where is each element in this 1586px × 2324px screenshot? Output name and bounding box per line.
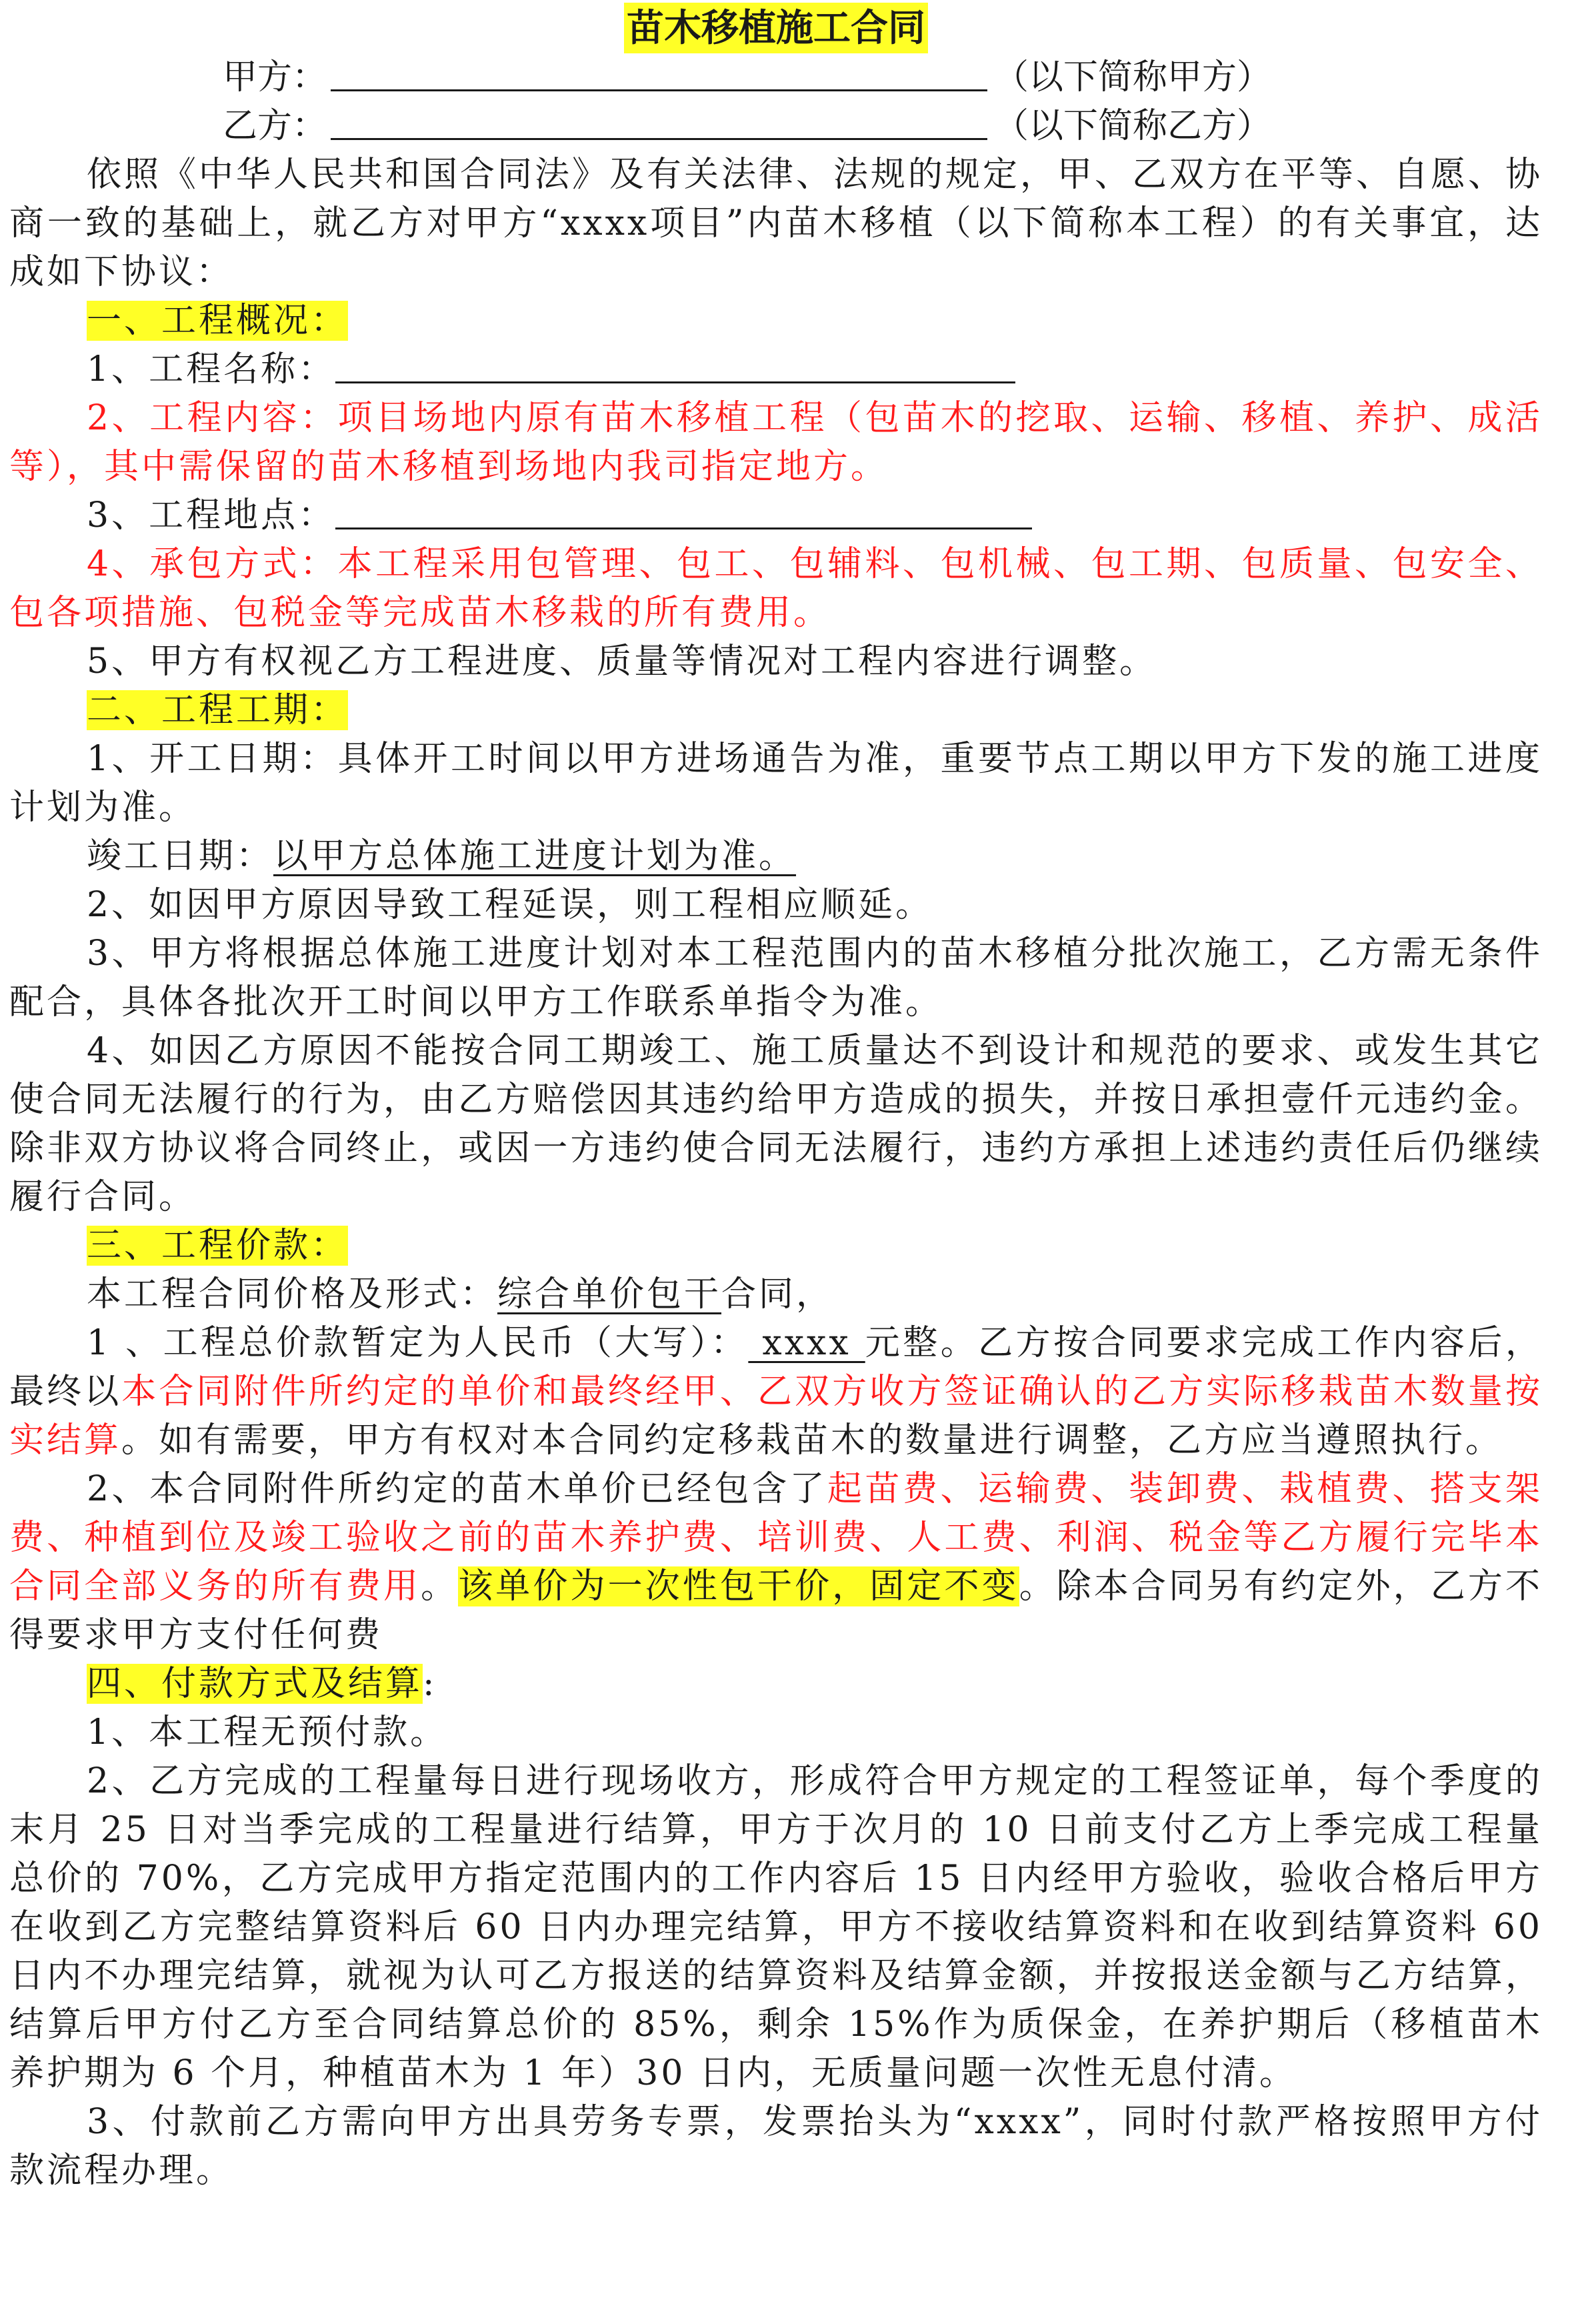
section-2-heading: 二、工程工期： bbox=[87, 690, 349, 730]
party-a-blank bbox=[331, 60, 987, 91]
completion-date-label: 竣工日期： bbox=[87, 836, 274, 876]
project-location-blank bbox=[335, 498, 1032, 529]
start-date-clause: 1、开工日期：具体开工时间以甲方进场通告为准，重要节点工期以甲方下发的施工进度计划为准。 bbox=[9, 739, 1543, 828]
settlement-clause: 2、乙方完成的工程量每日进行现场收方，形成符合甲方规定的工程签证单，每个季度的末月 25 日对当季完成的工程量进行结算，甲方于次月的 10 日前支付乙方上季完成工程量总价的 70%，乙方完成甲方指定范围内的工作内容后 15 日内经甲方验收，验收合格后甲方在收到乙方完整结算资料后 60 日内办理完结算，甲方不接收结算资料和在收到结算资料 60 日内不办理完结算，就视为认可乙方报送的结算资料及结算金额，并按报送金额与乙方结算，结算后甲方付乙方至合同结算总价的 85%，剩余 15%作为质保金，在养护期后（移植苗木养护期为 6 个月，种植苗木为 1 年）30 日内，无质量问题一次性无息付清。 bbox=[9, 1761, 1543, 2093]
document-title: 苗木移植施工合同 bbox=[624, 3, 928, 53]
party-b-label: 乙方： bbox=[223, 106, 327, 146]
price-form-label: 本工程合同价格及形式： bbox=[87, 1274, 498, 1314]
section-2-item-4: 4、如因乙方原因不能按合同工期竣工、施工质量达不到设计和规范的要求、或发生其它使合同无法履行的行为，由乙方赔偿因其违约给甲方造成的损失，并按日承担壹仟元违约金。除非双方协议将合同终止，或因一方违约使合同无法履行，违约方承担上述违约责任后仍继续履行合同。 bbox=[9, 1031, 1543, 1217]
unit-price-text-3: 。除本合同另有约定外，乙方不得要求甲方支付任何费 bbox=[9, 1566, 1543, 1655]
section-2-item-2: 2、如因甲方原因导致工程延误，则工程相应顺延。 bbox=[87, 885, 933, 925]
contract-mode: 4、承包方式：本工程采用包管理、包工、包辅料、包机械、包工期、包质量、包安全、包各项措施、包税金等完成苗木移栽的所有费用。 bbox=[9, 544, 1543, 633]
party-b-suffix: （以下简称乙方） bbox=[994, 106, 1272, 146]
project-name-blank bbox=[335, 352, 1015, 383]
section-1-item-5: 5、甲方有权视乙方工程进度、质量等情况对工程内容进行调整。 bbox=[87, 642, 1157, 682]
party-b-blank bbox=[331, 109, 987, 140]
price-form-suffix: 合同， bbox=[721, 1274, 834, 1314]
settlement-basis: 本合同附件所约定的单价和最终经甲、乙双方收方签证确认的乙方实际移栽苗木数量按实结算 bbox=[9, 1372, 1543, 1460]
project-name-line bbox=[9, 345, 1543, 394]
total-price-clause bbox=[9, 1319, 1543, 1465]
contract-document bbox=[9, 0, 1543, 2195]
completion-date-line bbox=[9, 832, 1543, 881]
invoice-clause: 3、付款前乙方需向甲方出具劳务专票，发票抬头为“xxxx”，同时付款严格按照甲方付款流程办理。 bbox=[9, 2102, 1543, 2191]
project-location-line bbox=[9, 491, 1543, 540]
party-a-label: 甲方： bbox=[223, 57, 327, 97]
total-price-text-3: 。如有需要，甲方有权对本合同约定移栽苗木的数量进行调整，乙方应当遵照执行。 bbox=[121, 1420, 1503, 1460]
party-a-line bbox=[9, 53, 1543, 102]
project-name-label: 1、工程名称： bbox=[87, 349, 336, 389]
price-form-value: 综合单价包干 bbox=[497, 1274, 722, 1314]
section-4-item-1: 1、本工程无预付款。 bbox=[87, 1712, 448, 1753]
project-content: 2、工程内容：项目场地内原有苗木移植工程（包苗木的挖取、运输、移植、养护、成活等），其中需保留的苗木移植到场地内我司指定地方。 bbox=[9, 398, 1543, 487]
section-4-heading: 四、付款方式及结算 bbox=[87, 1664, 423, 1704]
unit-price-text: 2、本合同附件所约定的苗木单价已经包含了 bbox=[87, 1469, 828, 1509]
total-price-amount: xxxx bbox=[748, 1323, 865, 1363]
section-1-heading: 一、工程概况： bbox=[87, 301, 349, 341]
unit-price-clause bbox=[9, 1465, 1543, 1660]
completion-date-value: 以甲方总体施工进度计划为准。 bbox=[273, 836, 797, 876]
section-4-heading-colon: : bbox=[423, 1664, 437, 1704]
total-price-text: 1 、工程总价款暂定为人民币（大写）： bbox=[87, 1323, 749, 1363]
party-b-line bbox=[9, 102, 1543, 151]
price-form-line bbox=[9, 1270, 1543, 1319]
project-location-label: 3、工程地点： bbox=[87, 495, 336, 535]
fixed-price-note: 该单价为一次性包干价，固定不变 bbox=[458, 1566, 1019, 1606]
party-a-suffix: （以下简称甲方） bbox=[994, 57, 1272, 97]
section-3-heading: 三、工程价款： bbox=[87, 1226, 349, 1266]
unit-price-text-2: 。 bbox=[421, 1566, 459, 1606]
intro-paragraph: 依照《中华人民共和国合同法》及有关法律、法规的规定，甲、乙双方在平等、自愿、协商一致的基础上，就乙方对甲方“xxxx项目”内苗木移植（以下简称本工程）的有关事宜，达成如下协议： bbox=[9, 155, 1543, 292]
section-2-item-3: 3、甲方将根据总体施工进度计划对本工程范围内的苗木移植分批次施工，乙方需无条件配合，具体各批次开工时间以甲方工作联系单指令为准。 bbox=[9, 934, 1543, 1022]
total-price-text-2: 元整。乙方按合同要求完成工作内容后，最终以 bbox=[9, 1323, 1543, 1412]
unit-price-included-costs: 起苗费、运输费、装卸费、栽植费、搭支架费、种植到位及竣工验收之前的苗木养护费、培训费、人工费、利润、税金等乙方履行完毕本合同全部义务的所有费用 bbox=[9, 1469, 1543, 1606]
